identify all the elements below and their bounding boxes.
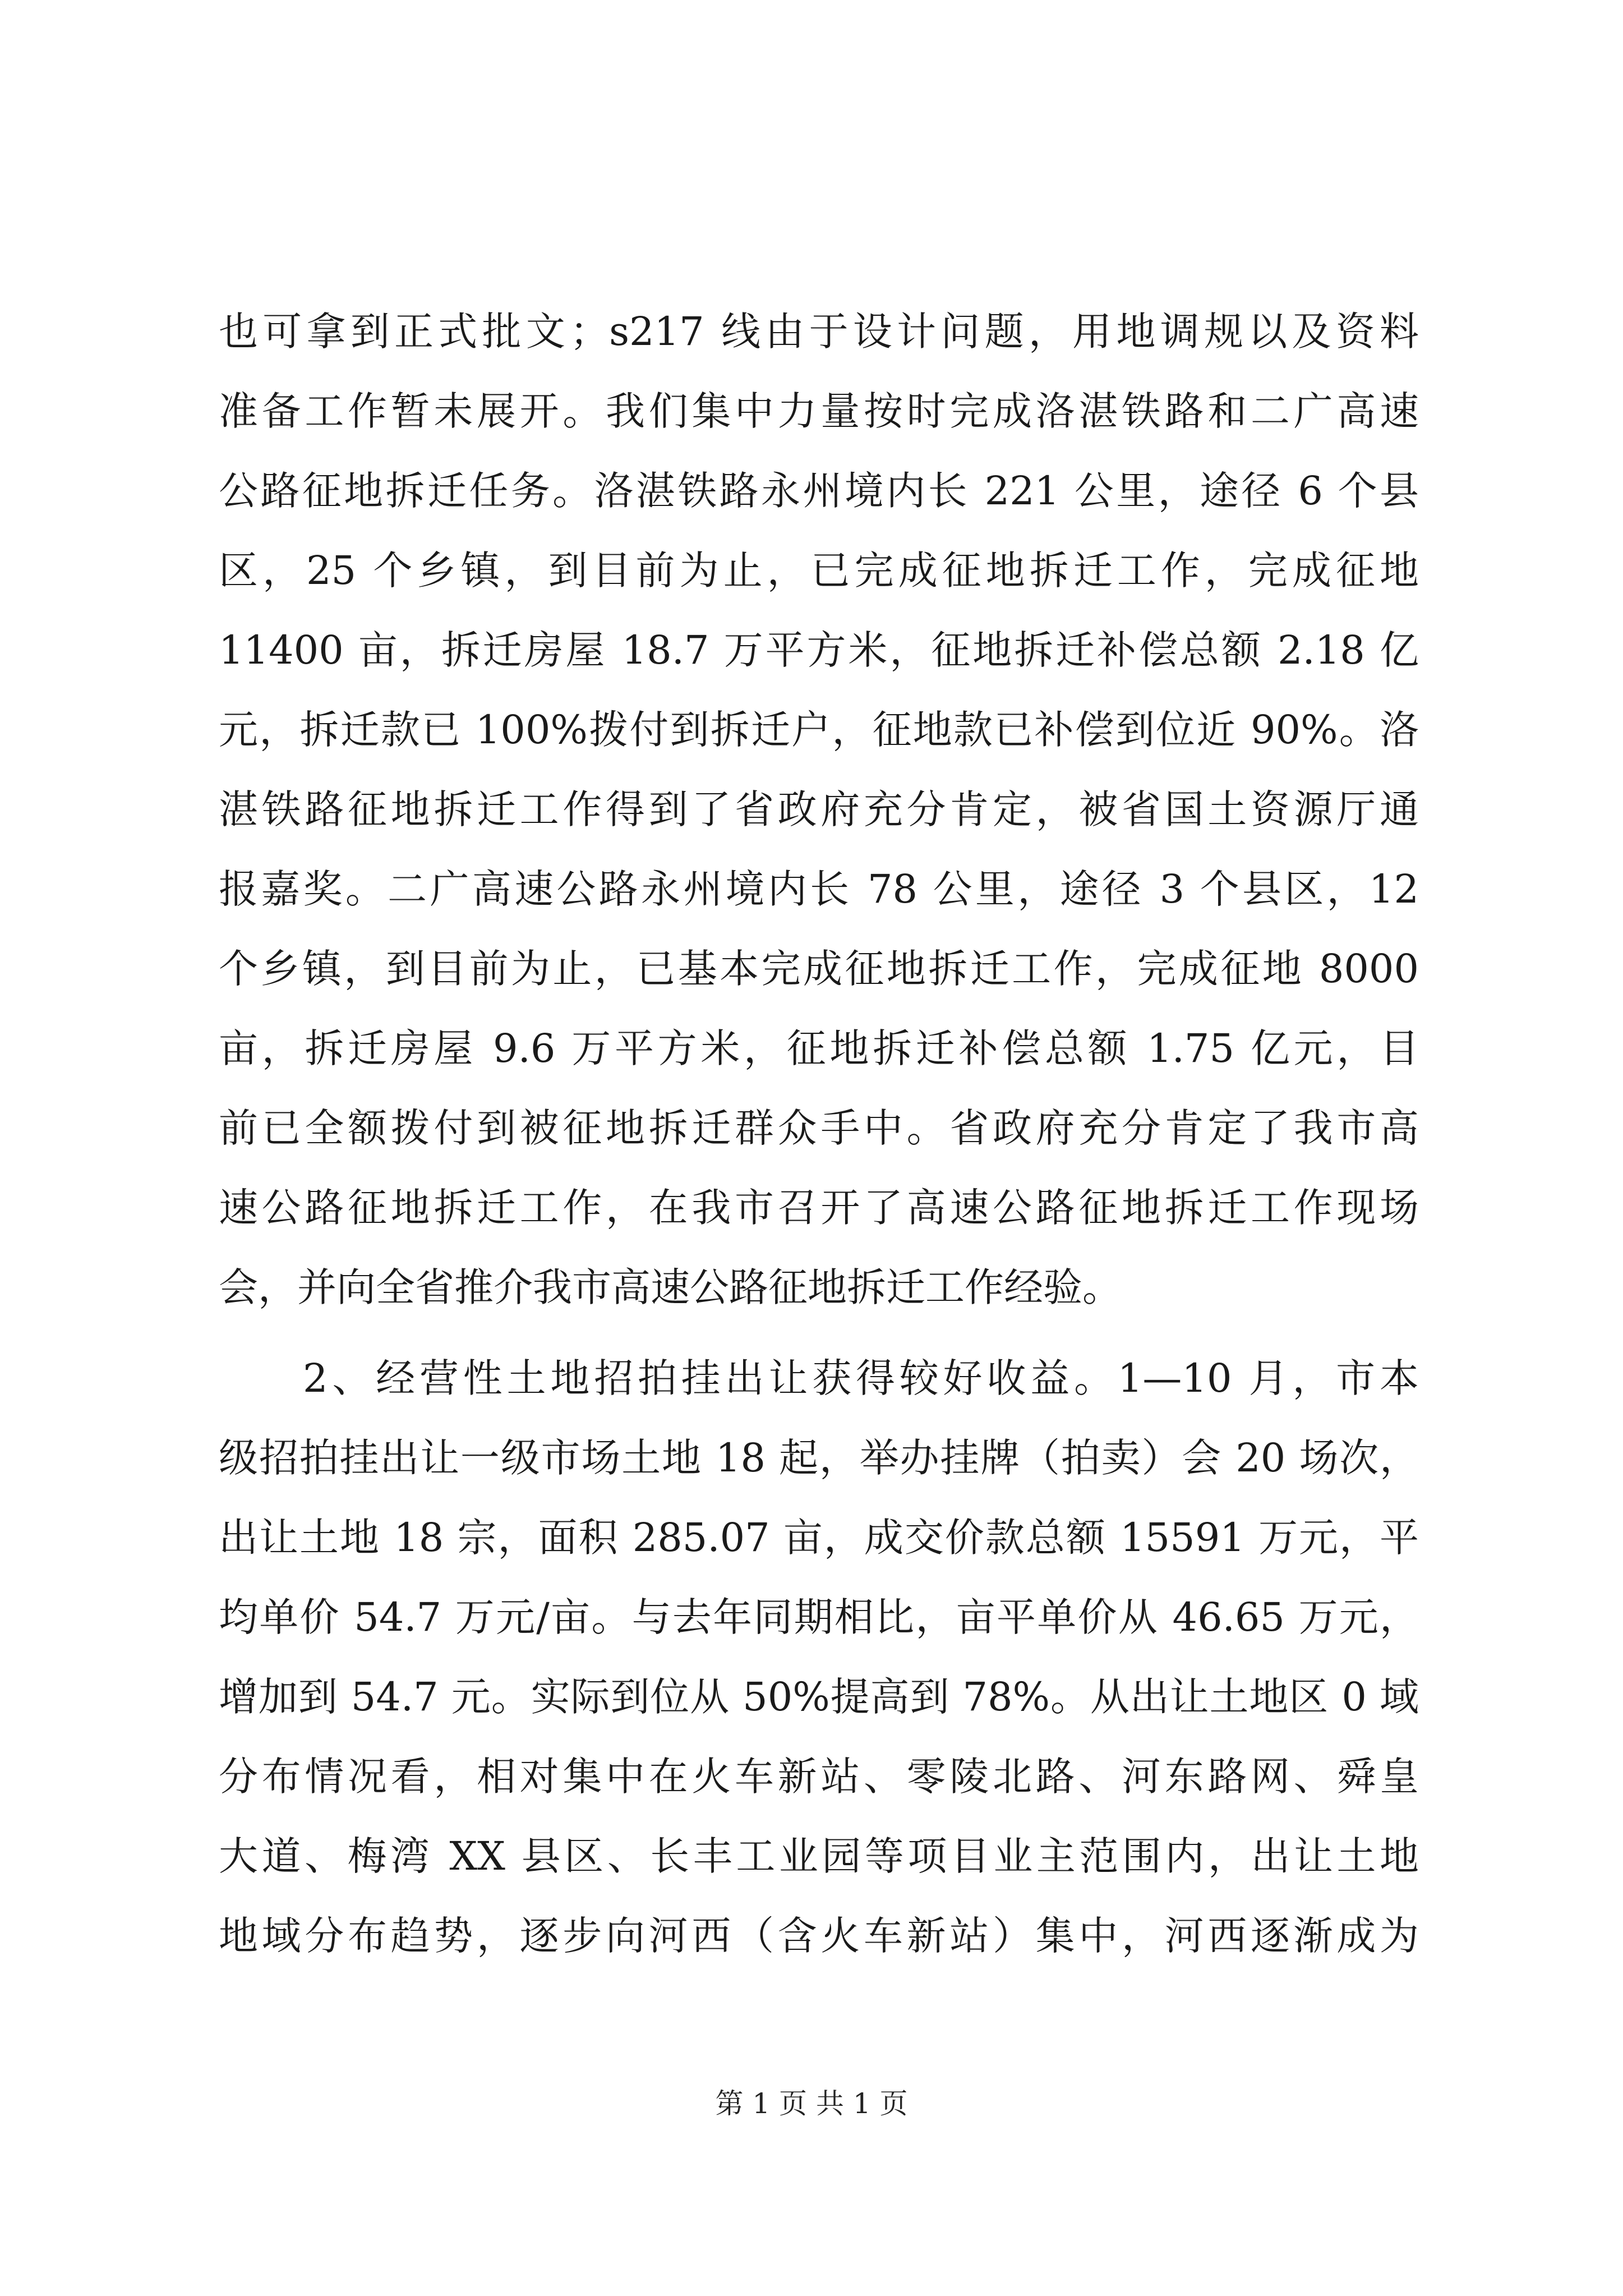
- text-line: 准备工作暂未展开。我们集中力量按时完成洛湛铁路和二广高速: [219, 388, 1419, 434]
- text-line: 均单价 54.7 万元/亩。与去年同期相比，亩平单价从 46.65 万元，: [219, 1594, 1419, 1640]
- text-line: 亩，拆迁房屋 9.6 万平方米，征地拆迁补偿总额 1.75 亿元，目: [219, 1025, 1419, 1071]
- text-line: 也可拿到正式批文；s217 线由于设计问题，用地调规以及资料: [219, 309, 1419, 355]
- text-line: 元，拆迁款已 100%拨付到拆迁户，征地款已补偿到位近 90%。洛: [219, 707, 1419, 753]
- page-footer: [0, 2087, 1623, 2120]
- text-line: 大道、梅湾 XX 县区、长丰工业园等项目业主范围内，出让土地: [219, 1833, 1419, 1879]
- text-line: 前已全额拨付到被征地拆迁群众手中。省政府充分肯定了我市高: [219, 1105, 1419, 1151]
- text-line: 11400 亩，拆迁房屋 18.7 万平方米，征地拆迁补偿总额 2.18 亿: [219, 627, 1419, 673]
- document-body: [219, 292, 1419, 1976]
- text-line: 报嘉奖。二广高速公路永州境内长 78 公里，途径 3 个县区，12: [219, 866, 1419, 912]
- page-number: 第 1 页 共 1 页: [715, 2087, 908, 2120]
- text-line: 湛铁路征地拆迁工作得到了省政府充分肯定，被省国土资源厅通: [219, 786, 1419, 832]
- text-line: 出让土地 18 宗，面积 285.07 亩，成交价款总额 15591 万元，平: [219, 1515, 1419, 1561]
- text-line: 公路征地拆迁任务。洛湛铁路永州境内长 221 公里，途径 6 个县: [219, 468, 1419, 514]
- text-line: 分布情况看，相对集中在火车新站、零陵北路、河东路网、舜皇: [219, 1754, 1419, 1800]
- paragraph-2: [219, 1338, 1419, 1976]
- paragraph-spacer: [219, 1327, 1419, 1338]
- text-line: 地域分布趋势，逐步向河西（含火车新站）集中，河西逐渐成为: [219, 1913, 1419, 1959]
- text-line: 2、经营性土地招拍挂出让获得较好收益。1—10 月，市本: [303, 1355, 1419, 1401]
- text-line: 会，并向全省推介我市高速公路征地拆迁工作经验。: [219, 1264, 1122, 1310]
- paragraph-1: [219, 292, 1419, 1327]
- text-line: 级招拍挂出让一级市场土地 18 起，举办挂牌（拍卖）会 20 场次，: [219, 1435, 1419, 1481]
- text-line: 个乡镇，到目前为止，已基本完成征地拆迁工作，完成征地 8000: [219, 946, 1419, 992]
- text-line: 增加到 54.7 元。实际到位从 50%提高到 78%。从出让土地区 0 域: [219, 1674, 1419, 1720]
- text-line: 速公路征地拆迁工作，在我市召开了高速公路征地拆迁工作现场: [219, 1185, 1419, 1231]
- text-line: 区，25 个乡镇，到目前为止，已完成征地拆迁工作，完成征地: [219, 547, 1419, 593]
